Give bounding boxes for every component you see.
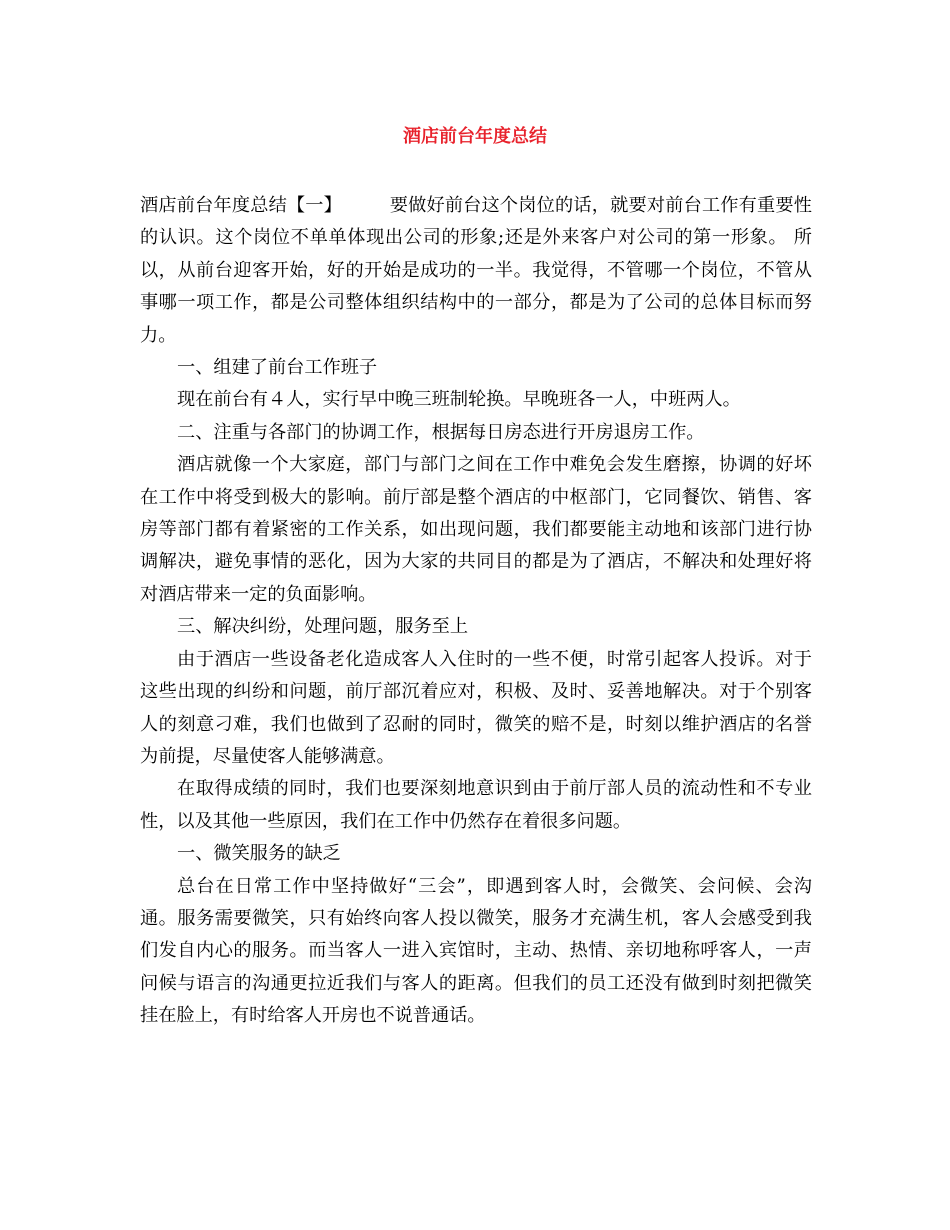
paragraph-problems: 在取得成绩的同时，我们也要深刻地意识到由于前厅部人员的流动性和不专业性，以及其他一些原因，我们在工作中仍然存在着很多问题。 [140, 778, 812, 832]
paragraph-coordination: 酒店就像一个大家庭，部门与部门之间在工作中难免会发生磨擦，协调的好坏在工作中将受到极大的影响。前厅部是整个酒店的中枢部门，它同餐饮、销售、客房等部门都有着紧密的工作关系，如出现问题，我们都要能主动地和该部门进行协调解决，避免事情的恶化，因为大家的共同目的都是为了酒店，不解决和处理好将对酒店带来一定的负面影响。 [140, 454, 812, 605]
section-heading-coordination: 二、注重与各部门的协调工作，根据每日房态进行开房退房工作。 [177, 421, 705, 443]
paragraph-staffing: 现在前台有４人，实行早中晚三班制轮换。早晚班各一人，中班两人。 [177, 389, 741, 411]
intro-paragraph [140, 190, 812, 352]
document-title: 酒店前台年度总结 [403, 126, 547, 147]
intro-lead: 酒店前台年度总结【一】 [140, 195, 343, 216]
intro-gap [342, 195, 390, 216]
section-heading-smile: 一、微笑服务的缺乏 [177, 843, 341, 865]
intro-text: 要做好前台这个岗位的话，就要对前台工作有重要性的认识。这个岗位不单单体现出公司的形象;还是外来客户对公司的第一形象。 所以，从前台迎客开始，好的开始是成功的一半。我觉得，不管哪一个岗位，不管从事哪一项工作，都是公司整体组织结构中的一部分，都是为了公司的总体目标而努力。 [140, 195, 812, 346]
document-body [140, 190, 812, 1033]
section-heading-disputes: 三、解决纠纷，处理问题，服务至上 [177, 616, 469, 638]
paragraph-smile: 总台在日常工作中坚持做好“三会”，即遇到客人时，会微笑、会问候、会沟通。服务需要微笑，只有始终向客人投以微笑，服务才充满生机，客人会感受到我们发自内心的服务。而当客人一进入宾馆时，主动、热情、亲切地称呼客人，一声问候与语言的沟通更拉近我们与客人的距离。但我们的员工还没有做到时刻把微笑挂在脸上，有时给客人开房也不说普通话。 [140, 875, 812, 1027]
section-heading-team: 一、组建了前台工作班子 [177, 357, 378, 379]
paragraph-disputes: 由于酒店一些设备老化造成客人入住时的一些不便，时常引起客人投诉。对于这些出现的纠纷和问题，前厅部沉着应对，积极、及时、妥善地解决。对于个别客人的刻意刁难，我们也做到了忍耐的同时，微笑的赔不是，时刻以维护酒店的名誉为前提，尽量使客人能够满意。 [140, 648, 812, 767]
